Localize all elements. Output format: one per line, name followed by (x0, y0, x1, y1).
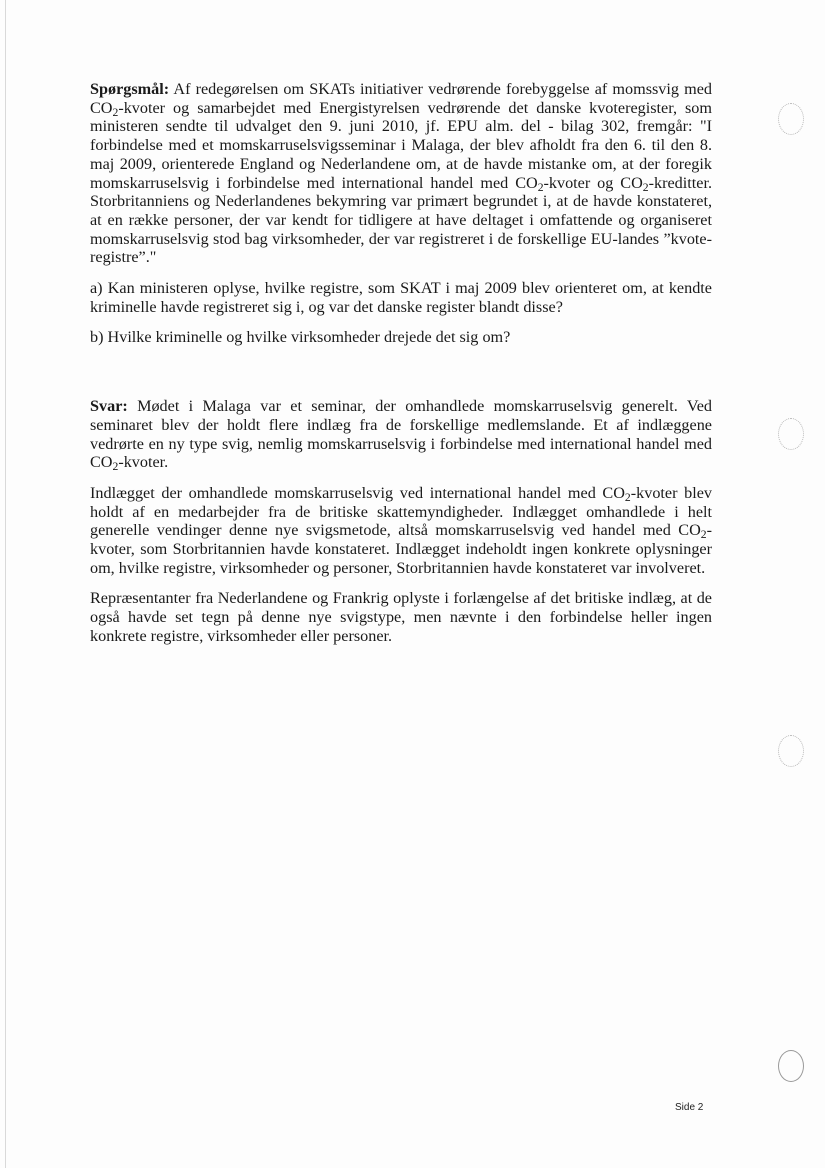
subscript: 2 (112, 460, 119, 474)
question-text-2: -kvoter og samarbejdet med Energistyrelsen vedrørende det danske kvoteregister, som ministeren sendte til udvalget den 9. juni 2010, jf. EPU alm. del - bilag 302, fremgår: "I forbindelse med et momskarruselsvigsseminar i Malaga, der blev afholdt fra den 6. til den 8. maj 2009, orienterede England og Nederlandene om, at de havde mistanke om, at der foregik momskarruselsvig i forbindelse med international handel med CO (90, 98, 712, 192)
question-label: Spørgsmål: (90, 80, 170, 98)
answer-text-1a: Mødet i Malaga var et seminar, der omhandlede momskarruselsvig generelt. Ved seminaret blev der holdt flere indlæg fra de forskellige medlemslande. Et af indlæggene vedrørte en ny type svig, nemlig momskarruselsvig i forbindelse med international handel med CO (90, 397, 712, 472)
answer-text-2a: Indlægget der omhandlede momskarruselsvig ved international handel med CO (90, 483, 625, 502)
question-part-a: a) Kan ministeren oplyse, hvilke registre, som SKAT i maj 2009 blev orienteret om, at kendte kriminelle havde registreret sig i, og var det danske register blandt disse? (90, 279, 712, 316)
subscript: 2 (112, 105, 119, 119)
punch-hole-mark (778, 735, 804, 767)
question-text-4: -kreditter. Storbritanniens og Nederlandenes bekymring var primært begrundet i, at de havde konstateret, at en række personer, der var kendt for tidligere at have deltaget i omfattende og organiseret momskarruselsvig stod bag virksomheder, der var registreret i de forskellige EU-landes ”kvote-registre”." (90, 173, 712, 267)
punch-hole-mark (778, 103, 804, 135)
answer-paragraph-1 (90, 397, 712, 472)
answer-paragraph-3: Repræsentanter fra Nederlandene og Frankrig oplyste i forlængelse af det britiske indlæg, at de også havde set tegn på denne nye svigstype, men nævnte i den forbindelse heller ingen konkrete registre, virksomheder eller personer. (90, 589, 712, 645)
answer-paragraph-2 (90, 484, 712, 578)
subscript: 2 (642, 180, 649, 194)
question-text-3: -kvoter og CO (543, 173, 643, 192)
answer-text-2b: -kvoter blev holdt af en medarbejder fra de britiske skattemyndigheder. Indlægget omhandlede i helt generelle vendinger denne nye svigsmetode, altså momskarruselsvig ved handel med CO (90, 483, 712, 540)
subscript: 2 (537, 180, 544, 194)
document-body (90, 80, 712, 658)
answer-text-2c: -kvoter, som Storbritannien havde konstateret. Indlægget indeholdt ingen konkrete oplysninger om, hvilke registre, virksomheder og personer, Storbritannien havde konstateret var involveret. (90, 521, 712, 577)
punch-hole-mark (778, 418, 804, 450)
answer-text-1b: -kvoter. (118, 453, 169, 472)
answer-label: Svar: (90, 397, 128, 416)
question-part-b: b) Hvilke kriminelle og hvilke virksomheder drejede det sig om? (90, 328, 511, 347)
question-paragraph (90, 80, 712, 267)
page-edge-line (5, 0, 6, 1168)
page-number: Side 2 (675, 1102, 704, 1113)
question-text-1: Af redegørelsen om SKATs initiativer vedrørende forebyggelse af momssvig med CO (90, 80, 712, 117)
punch-hole-mark (778, 1050, 804, 1082)
subscript: 2 (700, 528, 707, 542)
subscript: 2 (624, 490, 631, 504)
section-gap (90, 359, 712, 397)
